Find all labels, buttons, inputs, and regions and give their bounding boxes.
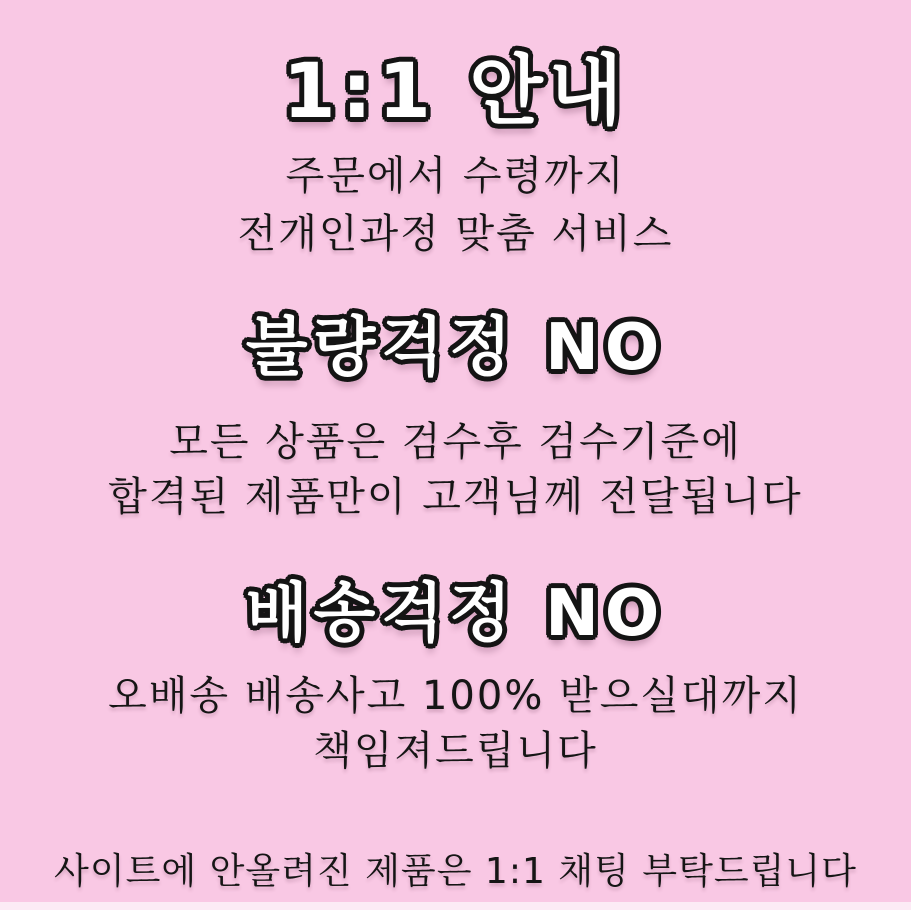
section-heading-no-shipping-worry: 배송걱정 NO (245, 577, 666, 651)
page-title: 1:1 안내 (282, 46, 629, 135)
intro-line-2: 전개인과정 맞춤 서비스 (237, 211, 674, 257)
footer-chat-request-note: 사이트에 안올려진 제품은 1:1 채팅 부탁드립니다 (54, 851, 857, 892)
shipping-section-body-line-1: 오배송 배송사고 100% 받으실대까지 (108, 673, 803, 719)
defect-section-body-line-1: 모든 상품은 검수후 검수기준에 (169, 419, 742, 465)
bottom-edge-strip (0, 902, 911, 910)
intro-line-1: 주문에서 수령까지 (285, 153, 626, 199)
section-heading-no-defect-worry: 불량걱정 NO (245, 311, 666, 385)
defect-section-body-line-2: 합격된 제품만이 고객님께 전달됩니다 (108, 474, 803, 520)
shipping-section-body-line-2: 책임져드립니다 (313, 728, 598, 774)
